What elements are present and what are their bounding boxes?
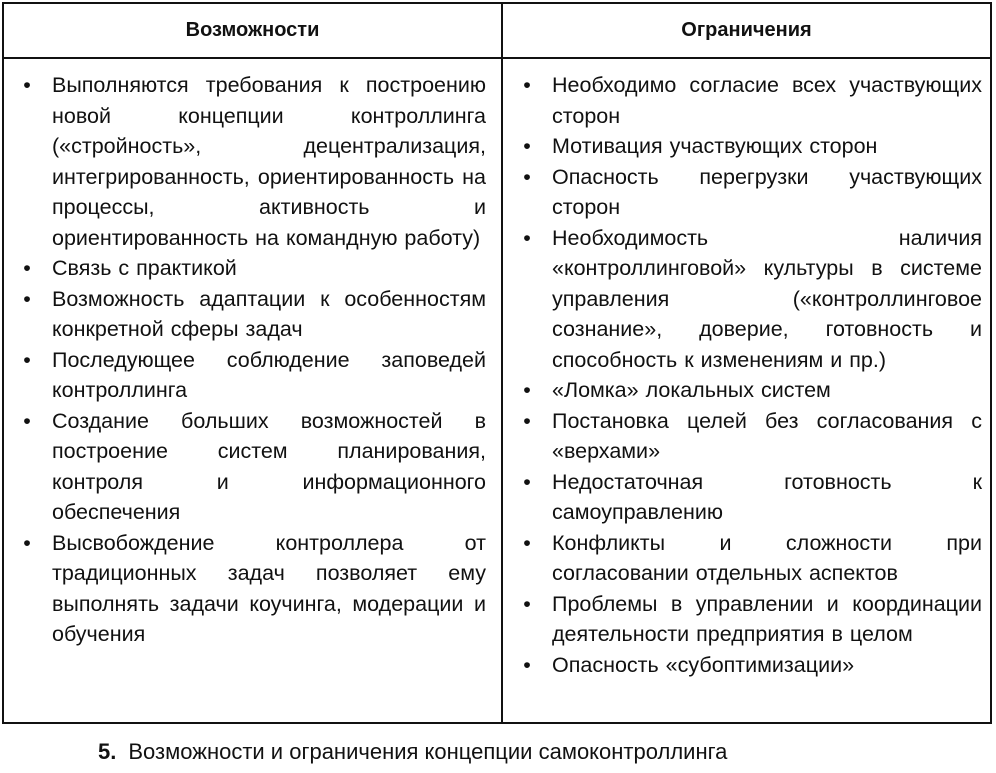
- comparison-table: [2, 2, 992, 724]
- bullet-icon: •: [23, 408, 31, 433]
- caption-text: Возможности и ограничения концепции самоконтроллинга: [128, 739, 728, 764]
- bullet-icon: •: [523, 73, 531, 97]
- bullet-icon: •: [523, 164, 531, 189]
- list-item: [516, 528, 982, 589]
- list-item-text: Постановка целей без согласования с «верхами»: [552, 408, 982, 463]
- list-item-text: Опасность «субоптимизации»: [552, 652, 855, 677]
- bullet-icon: •: [23, 286, 31, 311]
- list-item-text: Высвобождение контроллера от традиционных задач позволяет ему выполнять задачи коучинга, модерации и обучения: [52, 530, 486, 646]
- list-item: [516, 406, 982, 467]
- list-item: [16, 70, 486, 253]
- bullet-icon: •: [23, 73, 31, 97]
- list-item: [516, 162, 982, 223]
- list-item: [516, 650, 982, 681]
- bullet-icon: •: [523, 469, 531, 494]
- opportunities-list: [16, 70, 486, 650]
- list-item-text: Проблемы в управлении и координации деятельности предприятия в целом: [552, 591, 982, 646]
- header-opportunities: Возможности: [185, 19, 320, 41]
- bullet-icon: •: [23, 347, 31, 372]
- figure-caption: [98, 737, 727, 767]
- header-row: [4, 4, 990, 59]
- list-item-text: Недостаточная готовность к самоуправлению: [552, 469, 982, 524]
- bullet-icon: •: [523, 530, 531, 555]
- list-item-text: Необходимо согласие всех участвующих сторон: [552, 73, 982, 128]
- list-item-text: Необходимость наличия «контроллинговой» культуры в системе управления («контроллинговое сознание», доверие, готовность и способность к изменениям и пр.): [552, 225, 982, 372]
- bullet-icon: •: [523, 652, 531, 677]
- list-item: [16, 528, 486, 650]
- list-item: [516, 375, 982, 406]
- list-item: [16, 284, 486, 345]
- list-item-text: Мотивация участвующих сторон: [552, 134, 878, 158]
- bullet-icon: •: [523, 408, 531, 433]
- list-item-text: Возможность адаптации к особенностям конкретной сферы задач: [52, 286, 486, 341]
- limitations-list: [516, 70, 982, 680]
- list-item-text: Выполняются требования к построению новой концепции контроллинга («стройность», децентрализация, интегрированность, ориентированность на процессы, активность и ориентированность на командную работу): [52, 73, 486, 250]
- bullet-icon: •: [23, 530, 31, 555]
- caption-number: 5.: [98, 739, 117, 764]
- bullet-icon: •: [523, 378, 531, 402]
- list-item: [516, 131, 982, 162]
- list-item-text: Опасность перегрузки участвующих сторон: [552, 164, 982, 219]
- bullet-icon: •: [23, 256, 31, 280]
- bullet-icon: •: [523, 591, 531, 616]
- bullet-icon: •: [523, 225, 531, 250]
- list-item-text: Последующее соблюдение заповедей контроллинга: [52, 347, 486, 402]
- list-item: [516, 223, 982, 376]
- header-limitations: Ограничения: [681, 19, 812, 41]
- list-item: [16, 345, 486, 406]
- list-item-text: Создание больших возможностей в построение систем планирования, контроля и информационного обеспечения: [52, 408, 486, 524]
- list-item: [16, 253, 486, 284]
- bullet-icon: •: [523, 134, 531, 158]
- column-divider: [501, 4, 503, 722]
- list-item: [16, 406, 486, 528]
- list-item: [516, 70, 982, 131]
- list-item: [516, 589, 982, 650]
- list-item-text: «Ломка» локальных систем: [552, 378, 831, 402]
- list-item-text: Конфликты и сложности при согласовании отдельных аспектов: [552, 530, 982, 585]
- list-item: [516, 467, 982, 528]
- list-item-text: Связь с практикой: [52, 256, 237, 280]
